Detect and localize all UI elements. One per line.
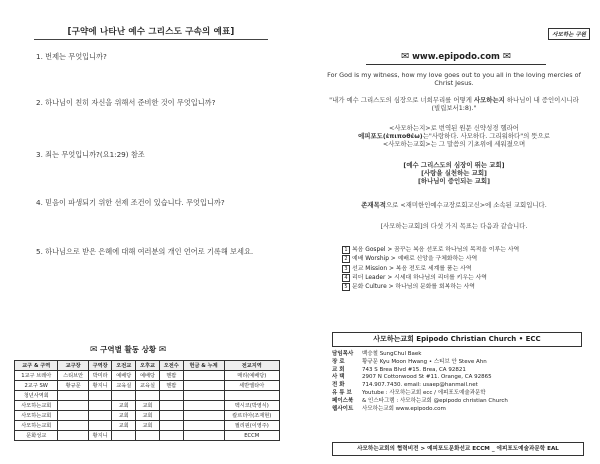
vision-footer: 사모하는교회의 협력비전 > 예피포도문화선교 ECCM _ 에피포도예술과문학 EAL <box>332 442 584 456</box>
table-cell <box>88 421 112 431</box>
goal-text: 선교 Mission > 복음 전도로 세계를 품는 사역 <box>352 265 472 272</box>
table-header: 오전교 <box>112 361 136 371</box>
table-cell: 사모하는교회 <box>15 401 58 411</box>
table-cell: 매리(예배당) <box>224 371 279 381</box>
table-cell <box>183 391 224 401</box>
study-title: [구약에 나타난 예수 그리스도 구속의 예표] <box>67 27 235 37</box>
table-cell: 황지니 <box>88 381 112 391</box>
motto-line: [하나님이 증인되는 교회] <box>417 177 491 186</box>
info-row <box>332 382 582 390</box>
church-info <box>332 351 582 413</box>
table-cell <box>58 431 88 441</box>
info-label: 전 화 <box>332 382 345 389</box>
question-1: 1. 번제는 무엇입니까? <box>36 52 107 61</box>
table-header: 헌금 & 누계 <box>183 361 224 371</box>
info-row <box>332 406 582 414</box>
info-label: 사 택 <box>332 374 345 381</box>
table-cell <box>183 431 224 441</box>
table-cell: 교회 <box>136 411 160 421</box>
question-5: 5. 하나님으로 받은 은혜에 대해 여러분의 개인 언어로 기록해 보세요. <box>36 247 254 256</box>
goal-text: 예배 Worship > 예배로 신앙을 구체화하는 사역 <box>352 256 478 263</box>
activity-title-text: 구역별 활동 상황 <box>100 345 157 354</box>
info-row <box>332 398 582 406</box>
table-cell <box>58 411 88 421</box>
verse-korean <box>326 96 582 112</box>
table-cell <box>159 401 183 411</box>
envelope-icon: ✉ <box>401 51 410 62</box>
table-header: 교구장 <box>58 361 88 371</box>
table-cell <box>136 391 160 401</box>
table-cell: 스티브안 <box>58 371 88 381</box>
table-cell: 교육실 <box>136 381 160 391</box>
table-cell: 황규문 <box>58 381 88 391</box>
envelope-icon: ✉ <box>158 345 167 355</box>
left-panel <box>14 14 286 454</box>
table-cell: 예배당 <box>136 371 160 381</box>
greek-line-1: <사모하는지>로 번역된 원문 신약성경 헬라어 <box>389 124 519 132</box>
website-divider <box>366 64 546 65</box>
table-cell <box>183 381 224 391</box>
table-header: 구역장 <box>88 361 112 371</box>
table-cell <box>58 401 88 411</box>
greek-meaning: 는"사랑하다. 사모하다. 그리워하다"의 뜻으로 <box>422 132 550 141</box>
table-header: 오전수 <box>159 361 183 371</box>
goals-intro: [사모하는교회]의 다섯 가지 목표는 다음과 같습니다. <box>380 222 528 230</box>
info-label: 페이스북 <box>332 397 354 404</box>
number-box-icon: 3 <box>342 265 350 273</box>
info-value: 714.907.7430. email: usaep@hanmail.net <box>362 382 478 389</box>
goal-text: 문화 Culture > 하나님의 문화를 회복하는 사역 <box>352 284 475 291</box>
verse-korean-a: "내가 예수 그리스도의 심장으로 너희무리를 어떻게 <box>329 96 472 104</box>
activity-table <box>14 360 280 441</box>
table-row <box>15 411 280 421</box>
table-header: 교구 & 구역 <box>15 361 58 371</box>
table-cell <box>159 421 183 431</box>
verse-english: For God is my witness, how my love goes out to you all in the loving mercies of Christ Jesus. <box>327 71 581 88</box>
verse-korean-highlight: 사모하는지 <box>473 96 505 104</box>
table-row <box>15 381 280 391</box>
goal-text: 리더 Leader > 시세대 하나님의 리더를 키우는 사역 <box>352 274 487 281</box>
table-cell <box>88 401 112 411</box>
verse-korean-c: 하나님이 내 증인이시니라(빌립보서1:8)." <box>431 96 579 113</box>
info-value: 743 S Brea Blvd #15. Brea, CA 92821 <box>362 366 466 373</box>
info-value: Youtube : 사모하는교회 ecc / 에피포도예술과문학 <box>362 389 486 396</box>
table-cell: 문화성교 <box>15 431 58 441</box>
table-cell: ECCM <box>224 431 279 441</box>
table-cell: 교회 <box>112 411 136 421</box>
table-cell: 교회 <box>136 421 160 431</box>
table-cell <box>58 391 88 401</box>
table-cell <box>112 431 136 441</box>
badge-label: 사모하는 구원 <box>548 28 590 40</box>
table-cell: 칼르더아(조재현) <box>224 411 279 421</box>
question-4: 4. 믿음이 파생되기 위한 선제 조건이 있습니다. 무엇입니까? <box>36 198 225 207</box>
table-cell <box>88 411 112 421</box>
question-2: 2. 하나님이 친히 자신을 위해서 준비한 것이 무엇입니까? <box>36 98 216 107</box>
table-cell: 사모하는교회 <box>15 411 58 421</box>
table-row <box>15 401 280 411</box>
info-value: & 인스타그램 : 사모하는교회 @epipodo christian Church <box>362 397 508 404</box>
table-cell <box>58 421 88 431</box>
info-label: 장 로 <box>332 358 345 365</box>
table-cell: 세반엘타아 <box>224 381 279 391</box>
table-cell <box>159 431 183 441</box>
table-cell <box>136 431 160 441</box>
table-cell <box>159 411 183 421</box>
table-cell <box>159 391 183 401</box>
list-item <box>342 274 582 283</box>
question-3: 3. 죄는 무엇입니까?(요1:29) 참조 <box>36 150 145 159</box>
list-item <box>342 265 582 274</box>
table-cell: 교회 <box>136 401 160 411</box>
table-cell: 청년사역회 <box>15 391 58 401</box>
church-name-box: 사모하는교회 Epipodo Christian Church • ECC <box>332 332 582 347</box>
info-row <box>332 390 582 398</box>
info-label: 담임목사 <box>332 351 354 357</box>
table-cell <box>183 371 224 381</box>
table-cell <box>88 391 112 401</box>
motto-line: [사랑을 실천하는 교회] <box>421 169 487 178</box>
table-cell: 예배당 <box>112 371 136 381</box>
website-heading <box>366 51 546 62</box>
table-cell: 교회 <box>112 401 136 411</box>
info-row <box>332 359 582 367</box>
website-link[interactable]: www.epipodo.com <box>412 52 500 62</box>
motto-line: [예수 그리스도의 심장이 뛰는 교회] <box>403 161 505 169</box>
list-item <box>342 246 582 255</box>
table-cell: 헨팝 <box>159 381 183 391</box>
table-cell: 1교구 브레아 <box>15 371 58 381</box>
table-cell: 황지니 <box>88 431 112 441</box>
envelope-icon: ✉ <box>90 345 98 355</box>
info-label: 유 튜 브 <box>332 389 352 396</box>
table-cell: 박미라 <box>88 371 112 381</box>
table-cell: 교육실 <box>112 381 136 391</box>
goals-list <box>342 246 582 293</box>
greek-line-3: <사모하는교회>는 그 말씀의 기초위에 세워졌으며 <box>382 140 526 149</box>
number-box-icon: 4 <box>342 274 350 282</box>
info-value: 사모하는교회 www.epipodo.com <box>362 405 446 412</box>
info-value: 2907 N Cottonwood St #11. Orange, CA 92865 <box>362 374 492 381</box>
table-row <box>15 431 280 441</box>
affiliation-line <box>326 201 582 209</box>
table-cell <box>183 421 224 431</box>
info-value: 황규문 Kyu Moon Hwang • 스티브 안 Steve Ahn <box>362 358 487 365</box>
table-cell: 교회 <box>112 421 136 431</box>
table-header: 전교지역 <box>224 361 279 371</box>
table-cell: 2교구 SW <box>15 381 58 391</box>
number-box-icon: 2 <box>342 255 350 263</box>
right-panel <box>316 14 590 454</box>
affiliation-rest: 으로 <재미한인예수교장로회고신>에 소속된 교회입니다. <box>385 201 547 209</box>
table-cell <box>112 391 136 401</box>
table-cell <box>183 411 224 421</box>
church-motto <box>326 161 582 186</box>
info-value: 백승철 SungChul Baek <box>362 351 422 357</box>
table-cell <box>183 401 224 411</box>
table-cell: 필리핀(이영주) <box>224 421 279 431</box>
table-row <box>15 371 280 381</box>
title-divider <box>34 39 268 40</box>
table-cell <box>224 391 279 401</box>
info-label: 교 회 <box>332 366 345 373</box>
number-box-icon: 1 <box>342 246 350 254</box>
info-label: 웹사이트 <box>332 405 354 412</box>
table-row <box>15 421 280 431</box>
number-box-icon: 5 <box>342 283 350 291</box>
greek-word: 에피포도(ἐπιποθέω) <box>358 132 423 141</box>
envelope-icon: ✉ <box>502 51 511 62</box>
list-item <box>342 283 582 292</box>
table-cell: 헨팝 <box>159 371 183 381</box>
table-header-row <box>15 361 280 371</box>
table-cell: 멕시코(박영식) <box>224 401 279 411</box>
list-item <box>342 255 582 264</box>
greek-explanation <box>326 124 582 149</box>
goal-text: 복음 Gospel > 꿈꾸는 복음 선포로 하나님의 목적을 이루는 사역 <box>352 247 520 253</box>
table-cell: 사모하는교회 <box>15 421 58 431</box>
affiliation-lead: 존재목적 <box>361 201 386 209</box>
info-row <box>332 351 582 359</box>
activity-title <box>90 344 166 355</box>
table-header: 오후교 <box>136 361 160 371</box>
table-row <box>15 391 280 401</box>
